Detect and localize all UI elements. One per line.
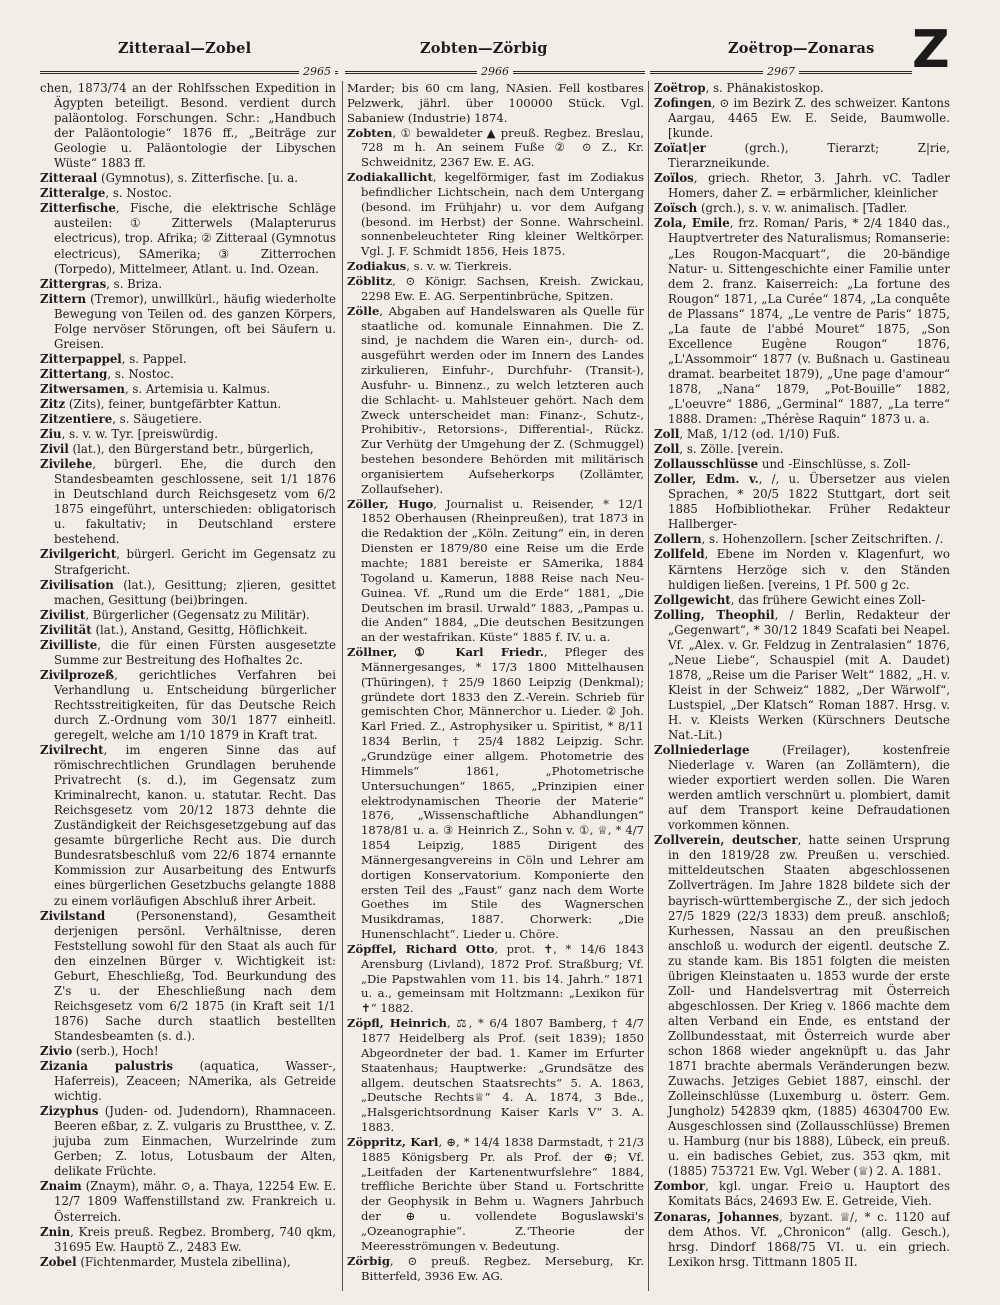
entry-headword: Zonaras, Johannes [654, 1209, 779, 1224]
entry-headword: Zöpfl, Heinrich [347, 1016, 447, 1031]
dictionary-entry [654, 743, 950, 833]
entry-headword: Zölle [347, 303, 380, 318]
entry-headword: Zöller, Hugo [347, 496, 434, 511]
entry-text: , ⊙ Königr. Sachsen, Kreish. Zwickau, 2298 Ew. E. AG. Serpentinbrüche, Spitzen. [361, 273, 644, 303]
entry-headword: Zörbig [347, 1253, 390, 1268]
entry-headword: Zittertang [40, 366, 108, 381]
entry-headword: Zobel [40, 1254, 77, 1269]
dictionary-entry [40, 743, 336, 909]
entry-text: , s. Zölle. [verein. [679, 442, 784, 457]
dictionary-entry [40, 547, 336, 577]
dictionary-entry [40, 397, 336, 412]
entry-headword: Zöpffel, Richard Otto [347, 941, 495, 956]
entry-headword: Zitz [40, 396, 66, 411]
entry-text: , ⊙ im Bezirk Z. des schweizer. Kantons Aargau, 4465 Ew. E. Seide, Baumwolle. [kunde. [668, 96, 950, 141]
entry-text: (Personenstand), Gesamtheit derjenigen persönl. Verhältnisse, deren Feststellung sowohl für den Staat als auch für den einzelnen Bürger v. Wichtigkeit ist: Geburt, Eheschließg, Tod. Beurkundung des Z's u. der Eheschließung nach dem Reichsgesetz vom 6/2 1875 (in Kraft seit 1/1 1876) Sache durch staatlich bestellten Standesbeamten (s. d.). [54, 908, 336, 1043]
entry-text: (Juden- od. Judendorn), Rhamnaceen. Beeren eßbar, z. Z. vulgaris zu Brustthee, v. Z. jujuba zum Einmachen, Wurzelrinde zum Gerben; Z. lotus, Lotusbaum der Alten, delikate Früchte. [54, 1104, 336, 1179]
entry-headword: Zodiakus [347, 259, 407, 274]
entry-headword: Zoll [654, 427, 680, 442]
dictionary-entry [347, 274, 644, 304]
running-head-middle: Zobten—Zörbig [420, 40, 548, 57]
entry-text: , Maß, 1/12 (od. 1/10) Fuß. [679, 427, 840, 442]
dictionary-entry [347, 1135, 644, 1254]
column-divider [342, 81, 343, 1291]
entry-headword: Zivilität [40, 622, 92, 637]
entry-text: , kgl. ungar. Frei⊙ u. Hauptort des Komitats Bács, 24693 Ew. E. Getreide, Vieh. [668, 1179, 950, 1209]
dictionary-entry [347, 1254, 644, 1284]
entry-text: , s. Pappel. [121, 351, 187, 366]
entry-headword: Zoïsch [654, 201, 698, 216]
dictionary-entry [654, 547, 950, 592]
entry-text: (lat.), Gesittung; z|ieren, gesittet machen, Gesittung (bei)bringen. [54, 577, 336, 607]
column-right [654, 81, 950, 1291]
entry-headword: Zivil [40, 442, 69, 457]
dictionary-entry [654, 171, 950, 201]
entry-text: (grch.), Tierarzt; Z|rie, Tierarzneikunde. [668, 141, 950, 171]
column-middle [347, 81, 644, 1291]
entry-headword: Zollern [654, 532, 702, 547]
entry-text: , gerichtliches Verfahren bei Verhandlung u. Entscheidung bürgerlicher Rechtsstreitigkeiten, für das Deutsche Reich durch Z.-Ordnung vom 30/1 1877 einheitl. geregelt, welche am 1/10 1879 in Kraft trat. [54, 667, 336, 743]
entry-headword: Zizania palustris [40, 1059, 174, 1074]
running-head-left: Zitteraal—Zobel [118, 40, 252, 57]
entry-text: , kegelförmiger, fast im Zodiakus befindlicher Lichtschein, nach dem Untergang (besond. im Frühjahr) u. vor dem Aufgang (besond. im Herbst) der Sonne. Wahrscheinl. sonnenbeleuchteter Ring kleiner Weltkörper. Vgl. J. F. Schmidt 1856, Heis 1875. [361, 170, 644, 259]
dictionary-entry [347, 942, 644, 1016]
dictionary-entry [40, 186, 336, 201]
continued-entry [347, 81, 644, 126]
entry-text: , s. Nostoc. [105, 186, 172, 201]
dictionary-entry [40, 1179, 336, 1224]
entry-headword: Zitteralge [40, 186, 106, 201]
dictionary-entry [654, 608, 950, 743]
entry-headword: Zitterfische [40, 201, 116, 216]
dictionary-entry [654, 427, 950, 442]
entry-headword: Zöppritz, Karl [347, 1134, 439, 1149]
entry-headword: Zöllner, ① Karl Friedr. [347, 645, 544, 660]
dictionary-entry [40, 608, 336, 623]
entry-text: (Zits), feiner, buntgefärbter Kattun. [65, 396, 282, 411]
entry-headword: Zivilgericht [40, 547, 117, 562]
entry-headword: Zollgewicht [654, 592, 731, 607]
dictionary-entry [654, 81, 950, 96]
section-letter: Z [912, 20, 950, 80]
entry-text: (Freilager), kostenfreie Niederlage v. Waren (an Zollämtern), die wieder exportiert werden sollen. Die Waren werden amtlich verschnürt u. plombiert, damit auf dem Transport keine Defraudationen vorkommen können. [668, 743, 950, 833]
page-number-bar-left [40, 66, 338, 78]
entry-text: , s. Phänakistoskop. [705, 81, 824, 95]
entry-text: , s. Hohenzollern. [scher Zeitschriften. /. [701, 532, 944, 547]
entry-text: (Fichtenmarder, Mustela zibellina), [76, 1254, 291, 1269]
entry-headword: Zola, Emile [654, 216, 730, 231]
entry-text: , bürgerl. Ehe, die durch den Standesbeamten geschlossene, seit 1/1 1876 in Deutschland durch Reichsgesetz vom 6/2 1875 eingeführt, unterschieden: obligatorisch u. fakultativ; in Deutschland erstere bestehend. [54, 457, 336, 547]
entry-text: , bürgerl. Gericht im Gegensatz zu Strafgericht. [54, 547, 336, 577]
entry-headword: Zoëtrop [654, 81, 706, 95]
entry-text: , hatte seinen Ursprung in den 1819/28 zw. Preußen u. verschied. mitteldeutschen Staaten abgeschlossenen Zollverträgen. Im Jahre 1828 bildete sich der bayrisch-württembergische Z., der sich jedoch 27/5 1829 (22/3 1833) dem preuß. anschloß; Kurhessen, Nassau an den preußischen anschloß u. wodurch der eigentl. deutsche Z. zu stande kam. Bis 1851 folgten die meisten übrigen Kleinstaaten u. 1853 wurde der erste Zoll- und Handelsvertrag mit Österreich abgeschlossen. Der Krieg v. 1866 machte dem alten Verband ein Ende, es entstand der Zollbundesstaat, mit Österreich wurde aber schon 1868 wieder angeknüpft u. das Jahr 1871 brachte abermals Veränderungen bezw. Zuwachs. Jetziges Gebiet 1887, einschl. der Zolleinschlüsse (Luxemburg u. österr. Gem. Jungholz) 542839 qkm, (1885) 46304700 Ew. Ausgeschlossen sind (Zollausschlüsse) Bremen u. Hamburg (nur bis 1888), Lübeck, ein preuß. u. ein badisches Gebiet, zus. 353 qkm, mit (1885) 753721 Ew. Vgl. Weber (♕) 2. A. 1881. [668, 833, 950, 1179]
dictionary-entry [654, 472, 950, 532]
entry-text: , s. Nostoc. [107, 366, 174, 381]
entry-headword: Zöblitz [347, 273, 393, 288]
dictionary-entry [654, 833, 950, 1179]
entry-text: (aquatica, Wasser-, Haferreis), Zeaceen; NAmerika, als Getreide wichtig. [54, 1059, 336, 1104]
dictionary-entry [654, 442, 950, 457]
entry-text: , Journalist u. Reisender, * 12/1 1852 Oberhausen (Rheinpreußen), trat 1873 in die Redaktion der „Köln. Zeitung“ ein, in deren Diensten er 1879/80 eine Reise um die Erde machte; 1881 bereiste er SAmerika, 1884 Togoland u. Kamerun, 1888 Reise nach Neu-Guinea. Vf. „Rund um die Erde“ 1881, „Die Deutschen im brasil. Urwald“ 1883, „Pampas u. die Anden“ 1884, „Die deutschen Besitzungen an der westafrikan. Küste“ 1885 f. IV. u. a. [361, 496, 644, 645]
entry-headword: Zivilstand [40, 908, 106, 923]
dictionary-entry [40, 457, 336, 547]
dictionary-entry [40, 668, 336, 743]
entry-headword: Zollausschlüsse [654, 457, 759, 472]
entry-headword: Zitteraal [40, 171, 98, 186]
dictionary-entry [40, 427, 336, 442]
dictionary-entry [347, 1016, 644, 1135]
entry-text: , byzant. ♕/, * c. 1120 auf dem Athos. Vf. „Chronicon“ (allg. Gesch.), hrsg. Dindorf 1868/75 VI. u. ein griech. Lexikon hrsg. Tittmann 1805 II. [668, 1209, 950, 1269]
entry-text: , / Berlin, Redakteur der „Gegenwart“, * 30/12 1849 Scafati bei Neapel. Vf. „Alex. v. Gr. Feldzug in Zentralasien“ 1876, „Neue Liebe“, Schauspiel (mit A. Daudet) 1878, „Reise um die Pariser Welt“ 1882, „H. v. Kleist in der Schweiz“ 1882, „Der Wärwolf“, Lustspiel, „Der Klatsch“ Roman 1887. Hrsg. v. H. v. Kleists Werken (Kürschners Deutsche Nat.-Lit.) [668, 607, 950, 743]
entry-text: Marder; bis 60 cm lang, NAsien. Fell kostbares Pelzwerk, jährl. über 100000 Stück. Vgl. Sabaniew (Industrie) 1874. [347, 81, 644, 125]
entry-headword: Zoll [654, 442, 680, 457]
entry-headword: Zodiakallicht [347, 170, 433, 185]
entry-headword: Zobten [347, 125, 393, 140]
dictionary-entry [40, 1044, 336, 1059]
dictionary-entry [40, 638, 336, 668]
entry-headword: Zoïat|er [654, 141, 706, 156]
column-divider [648, 81, 649, 1291]
dictionary-entry [654, 201, 950, 216]
entry-headword: Zivilprozeß [40, 667, 115, 682]
dictionary-entry [654, 1179, 950, 1209]
entry-text: , prot. ✝, * 14/6 1843 Arensburg (Livland), 1872 Prof. Straßburg; Vf. „Die Papstwahlen vom 11. bis 14. Jahrh.“ 1871 u. a., gemeinsam mit Holtzmann: „Lexikon für ✝“ 1882. [361, 941, 644, 1016]
entry-text: , s. Artemisia u. Kalmus. [124, 381, 271, 396]
dictionary-entry [347, 497, 644, 645]
dictionary-entry [347, 259, 644, 274]
entry-headword: Zivilrecht [40, 743, 104, 758]
page-number-right: 2967 [767, 65, 795, 78]
page-number-bar-middle [345, 66, 645, 78]
entry-headword: Zitterpappel [40, 351, 122, 366]
dictionary-entry [654, 141, 950, 171]
dictionary-entry [40, 352, 336, 367]
entry-text: , ① bewaldeter ▲ preuß. Regbez. Breslau, 728 m h. An seinem Fuße ② ⊙ Z., Kr. Schweidnitz, 2367 Ew. E. AG. [361, 125, 644, 170]
entry-text: , Bürgerlicher (Gegensatz zu Militär). [85, 607, 310, 622]
entry-text: , griech. Rhetor, 3. Jahrh. vC. Tadler Homers, daher Z. = erbärmlicher, kleinlicher [668, 171, 950, 201]
entry-headword: Zofingen [654, 96, 712, 111]
entry-headword: Zizyphus [40, 1104, 99, 1119]
entry-text: (Znaym), mähr. ⊙, a. Thaya, 12254 Ew. E. 12/7 1809 Waffenstillstand zw. Frankreich u. Österreich. [54, 1179, 336, 1224]
entry-text: , Fische, die elektrische Schläge austeilen: ① Zitterwels (Malapterurus electricus), trop. Afrika; ② Zitteraal (Gymnotus electricus), SAmerika; ③ Zitterrochen (Torpedo), Mittelmeer, Atlant. u. Ind. Ozean. [54, 201, 336, 276]
dictionary-entry [654, 457, 950, 472]
page-number-middle: 2966 [481, 65, 509, 78]
dictionary-entry [40, 81, 336, 171]
entry-headword: Znin [40, 1224, 71, 1239]
dictionary-entry [40, 1225, 336, 1255]
entry-text: , Kreis preuß. Regbez. Bromberg, 740 qkm, 31695 Ew. Hauptö Z., 2483 Ew. [54, 1224, 336, 1254]
entry-text: , das frühere Gewicht eines Zoll- [730, 592, 926, 607]
entry-headword: Zollverein, deutscher [654, 833, 798, 848]
dictionary-entry [347, 170, 644, 259]
entry-headword: Zoller, Edm. v. [654, 472, 759, 487]
entry-headword: Zivilehe [40, 457, 93, 472]
entry-text: , im engeren Sinne das auf römischrechtlichen Grundlagen beruhende Privatrecht (s. d.), im Gegensatz zum Kriminalrecht, kanon. u. statutar. Recht. Das Reichsgesetz vom 20/12 1873 dehnte die Zuständigkeit der Reichsgesetzgebung auf das gesamte bürgerliche Recht aus. Die durch Bundesratsbeschluß vom 22/6 1874 ernannte Kommission zur Ausarbeitung des Entwurfs eines bürgerlichen Gesetzbuchs gelangte 1888 zu einem vorläufigen Abschluß ihrer Arbeit. [54, 743, 336, 908]
page-number-bar-right [650, 66, 912, 78]
entry-headword: Zittern [40, 291, 87, 306]
entry-headword: Zivio [40, 1044, 73, 1058]
dictionary-entry [40, 412, 336, 427]
entry-headword: Zollfeld [654, 547, 705, 562]
entry-headword: Ziu [40, 427, 62, 442]
dictionary-entry [654, 1210, 950, 1270]
dictionary-entry [347, 645, 644, 942]
entry-text: , frz. Roman/ Paris, * 2/4 1840 das., Hauptvertreter des Naturalismus; Romanserie: „Les Rougon-Macquart“, die 20-bändige Natur- u. Sittengeschichte einer Familie unter dem 2. franz. Kaiserreich: „La fortune des Rougon“ 1871, „La Curée“ 1874, „La conquête de Plassans“ 1874, „Le ventre de Paris“ 1875, „La faute de l'abbé Mouret“ 1875, „Son Excellence Eugène Rougon“ 1876, „L'Assommoir“ 1877 (v. Bußnach u. Gastineau dramat. bearbeitet 1879), „Une page d'amour“ 1878, „Nana“ 1879, „Pot-Bouille“ 1882, „L'oeuvre“ 1886, „Germinal“ 1887, „La terre“ 1888. Dramen: „Thérèse Raquin“ 1873 u. a. [668, 216, 950, 427]
entry-text: , Ebene im Norden v. Klagenfurt, wo Kärntens Herzöge sich v. den Ständen huldigen ließen. [vereins, 1 Pf. 500 g 2c. [668, 547, 950, 592]
dictionary-entry [40, 277, 336, 292]
entry-text: , ⚖, * 6/4 1807 Bamberg, † 4/7 1877 Heidelberg als Prof. (seit 1839); 1850 Abgeordneter der bad. 1. Kamer im Erfurter Staatenhaus; Hauptwerke: „Grundsätze des allgem. deutschen Staatsrechts“ 5. A. 1863, „Deutsche Rechts♕“ 4. A. 1874, 3 Bde., „Halsgerichtsordnung Kaiser Karls V“ 3. A. 1883. [361, 1016, 644, 1135]
entry-text: , Pfleger des Männergesanges, * 17/3 1800 Mittelhausen (Thüringen), † 25/9 1860 Leipzig (Denkmal); gründete dort 1833 den Z.-Verein. Schrieb für gemischten Chor, Männerchor u. Lieder. ② Joh. Karl Fried. Z., Astrophysiker u. Spiritist, * 8/11 1834 Berlin, † 25/4 1882 Leipzig. Schr. „Grundzüge einer allgem. Photometrie des Himmels“ 1861, „Photometrische Untersuchungen“ 1865, „Prinzipien einer elektrodynamischen Theorie der Materie“ 1876, „Wissenschaftliche Abhandlungen“ 1878/81 u. a. ③ Heinrich Z., Sohn v. ①, ♕, * 4/7 1854 Leipzig, 1885 Dirigent des Männergesangvereins in Cöln und Lehrer am dortigen Konservatorium. Komponierte den ersten Teil des „Faust“ ganz nach dem Worte Goethes im Stile des Wagnerschen Musikdramas, 1887. Chorwerk: „Die Hunenschlacht“. Lieder u. Chöre. [361, 645, 644, 942]
entry-text: (lat.), den Bürgerstand betr., bürgerlich, [68, 442, 314, 457]
entry-text: , ⊙ preuß. Regbez. Merseburg, Kr. Bitterfeld, 3936 Ew. AG. [361, 1253, 644, 1283]
dictionary-entry [40, 367, 336, 382]
entry-text: , s. Briza. [106, 276, 163, 291]
dictionary-entry [40, 442, 336, 457]
dictionary-entry [654, 532, 950, 547]
dictionary-entry [40, 909, 336, 1044]
entry-text: (Tremor), unwillkürl., häufig wiederholte Bewegung von Teilen od. des ganzen Körpers, Folge nervöser Störungen, oft bei Säufern u. Greisen. [54, 291, 336, 351]
entry-text: (grch.), s. v. w. animalisch. [Tadler. [697, 201, 908, 216]
entry-text: , ⊕, * 14/4 1838 Darmstadt, † 21/3 1885 Königsberg Pr. als Prof. der ⊕; Vf. „Leitfaden der Kartenentwurfslehre“ 1884, treffliche Berichte über Stand u. Fortschritte der Geophysik in Behm u. Wagners Jahrbuch der ⊕ u. vollendete Boguslawski's „Ozeanographie“. Z.'Theorie der Meeresströmungen v. Bedeutung. [361, 1134, 644, 1253]
entry-headword: Zoïlos [654, 171, 694, 186]
entry-text: und -Einschlüsse, s. Zoll- [758, 457, 911, 472]
dictionary-entry [40, 1104, 336, 1179]
entry-text: , s. Säugetiere. [112, 412, 203, 427]
entry-text: , die für einen Fürsten ausgesetzte Summe zur Bestreitung des Hofhaltes 2c. [54, 637, 336, 667]
entry-headword: Zolling, Theophil [654, 607, 775, 622]
dictionary-entry [40, 623, 336, 638]
running-head-right: Zoëtrop—Zonaras [728, 40, 875, 57]
dictionary-entry [654, 216, 950, 427]
entry-headword: Zombor [654, 1179, 706, 1194]
entry-headword: Zivilliste [40, 637, 98, 652]
entry-text: chen, 1873/74 an der Rohlfsschen Expedition in Ägypten beteiligt. Besond. verdient durch paläontolog. Forschungen. Schr.: „Handbuch der Paläontologie“ 1876 ff., „Beiträge zur Geologie u. Paläontologie der Libyschen Wüste“ 1883 ff. [40, 81, 336, 171]
dictionary-entry [347, 304, 644, 497]
dictionary-entry [40, 578, 336, 608]
dictionary-entry [40, 171, 336, 186]
dictionary-entry [40, 1255, 336, 1270]
dictionary-entry [347, 126, 644, 171]
entry-headword: Zollniederlage [654, 743, 750, 758]
entry-headword: Zitzentiere [40, 412, 113, 427]
entry-text: (serb.), Hoch! [72, 1044, 159, 1058]
dictionary-entry [40, 1059, 336, 1104]
page-number-left: 2965 [303, 65, 331, 78]
entry-headword: Zitwersamen [40, 381, 125, 396]
column-left [40, 81, 336, 1291]
entry-text: , /, u. Übersetzer aus vielen Sprachen, * 20/5 1822 Stuttgart, dort seit 1885 Hofbibliothekar. Früher Redakteur Hallberger- [668, 472, 950, 532]
entry-headword: Zittergras [40, 276, 107, 291]
entry-headword: Zivilisation [40, 577, 114, 592]
entry-text: (lat.), Anstand, Gesittg, Höflichkeit. [91, 622, 308, 637]
entry-text: , Abgaben auf Handelswaren als Quelle für staatliche od. komunale Einnahmen. Die Z. sind, je nachdem die Waren ein-, durch- od. ausgeführt werden oder im Innern des Landes zirkulieren, Einfuhr-, Durchfuhr- (Transit-), Ausfuhr- u. Binnenz., zu welch letzteren auch die Schlacht- u. Mahlsteuer gehört. Nach dem Zweck unterscheidet man: Finanz-, Schutz-, Prohibitiv-, Retorsions-, Differential-, Rückz. Zur Verhütg der Umgehung der Z. (Schmuggel) bestehen besondere Behörden mit militärisch organisiertem Aufseherkorps (Zollämter, Zollaufseher). [361, 303, 644, 496]
dictionary-entry [40, 201, 336, 276]
entry-text: , s. v. w. Tyr. [preiswürdig. [61, 427, 218, 442]
entry-text: (Gymnotus), s. Zitterfische. [u. a. [97, 171, 299, 186]
dictionary-entry [654, 96, 950, 141]
dictionary-entry [40, 292, 336, 352]
entry-headword: Zivilist [40, 607, 86, 622]
entry-headword: Znaim [40, 1179, 82, 1194]
dictionary-entry [40, 382, 336, 397]
dictionary-entry [654, 593, 950, 608]
entry-text: , s. v. w. Tierkreis. [406, 259, 512, 274]
